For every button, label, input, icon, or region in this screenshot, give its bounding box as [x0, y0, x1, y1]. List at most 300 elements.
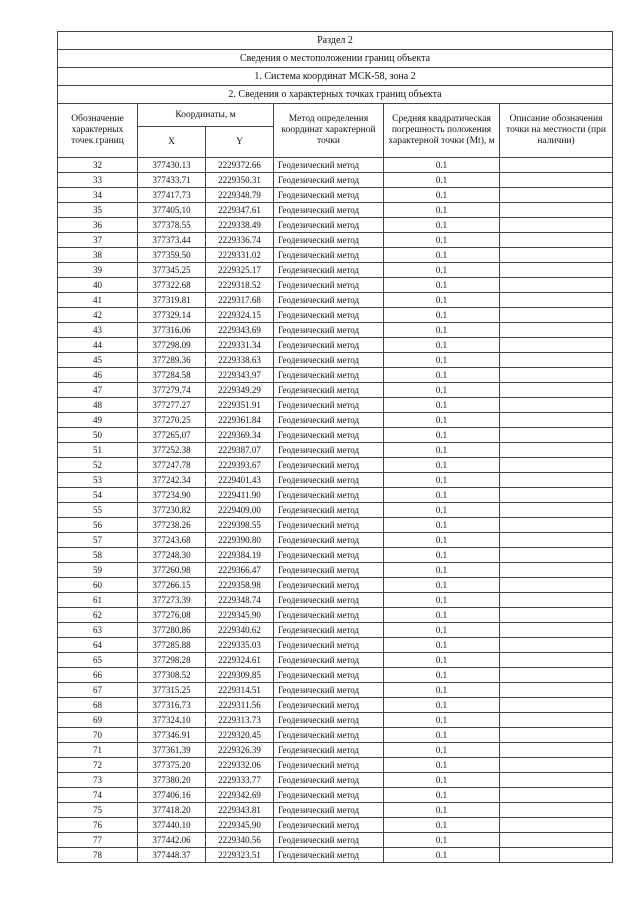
- point-id-cell: 70: [58, 728, 138, 743]
- accuracy-cell: 0.1: [384, 338, 500, 353]
- y-coordinate-cell: 2229331.02: [206, 248, 274, 263]
- y-coordinate-cell: 2229343.69: [206, 323, 274, 338]
- table-row: [58, 728, 613, 743]
- point-id-cell: 32: [58, 158, 138, 173]
- x-coordinate-cell: 377247.78: [138, 458, 206, 473]
- table-row: [58, 353, 613, 368]
- point-id-cell: 45: [58, 353, 138, 368]
- description-cell: [500, 833, 613, 848]
- accuracy-cell: 0.1: [384, 488, 500, 503]
- method-cell: Геодезический метод: [274, 578, 384, 593]
- table-row: [58, 278, 613, 293]
- method-cell: Геодезический метод: [274, 548, 384, 563]
- description-cell: [500, 398, 613, 413]
- y-coordinate-cell: 2229342.69: [206, 788, 274, 803]
- description-cell: [500, 488, 613, 503]
- table-row: [58, 788, 613, 803]
- table-row: [58, 593, 613, 608]
- table-row: [58, 368, 613, 383]
- x-coordinate-cell: 377242.34: [138, 473, 206, 488]
- y-coordinate-cell: 2229311.56: [206, 698, 274, 713]
- point-id-cell: 78: [58, 848, 138, 863]
- method-cell: Геодезический метод: [274, 833, 384, 848]
- accuracy-cell: 0.1: [384, 683, 500, 698]
- y-coordinate-cell: 2229350.31: [206, 173, 274, 188]
- description-cell: [500, 338, 613, 353]
- method-cell: Геодезический метод: [274, 293, 384, 308]
- x-coordinate-cell: 377260.98: [138, 563, 206, 578]
- x-coordinate-cell: 377298.28: [138, 653, 206, 668]
- y-coordinate-cell: 2229332.06: [206, 758, 274, 773]
- method-cell: Геодезический метод: [274, 353, 384, 368]
- description-cell: [500, 323, 613, 338]
- y-coordinate-cell: 2229393.67: [206, 458, 274, 473]
- table-row: [58, 773, 613, 788]
- accuracy-cell: 0.1: [384, 263, 500, 278]
- point-id-cell: 40: [58, 278, 138, 293]
- x-coordinate-cell: 377270.25: [138, 413, 206, 428]
- description-cell: [500, 653, 613, 668]
- accuracy-cell: 0.1: [384, 158, 500, 173]
- x-coordinate-cell: 377279.74: [138, 383, 206, 398]
- x-coordinate-cell: 377315.25: [138, 683, 206, 698]
- point-id-cell: 34: [58, 188, 138, 203]
- description-cell: [500, 368, 613, 383]
- x-coordinate-cell: 377346.91: [138, 728, 206, 743]
- y-coordinate-cell: 2229331.34: [206, 338, 274, 353]
- point-id-cell: 51: [58, 443, 138, 458]
- accuracy-cell: 0.1: [384, 278, 500, 293]
- x-coordinate-cell: 377316.06: [138, 323, 206, 338]
- accuracy-cell: 0.1: [384, 413, 500, 428]
- description-cell: [500, 158, 613, 173]
- table-row: [58, 473, 613, 488]
- y-coordinate-cell: 2229324.61: [206, 653, 274, 668]
- accuracy-cell: 0.1: [384, 548, 500, 563]
- accuracy-cell: 0.1: [384, 518, 500, 533]
- x-coordinate-cell: 377266.15: [138, 578, 206, 593]
- y-coordinate-cell: 2229340.62: [206, 623, 274, 638]
- description-cell: [500, 203, 613, 218]
- table-row: [58, 803, 613, 818]
- y-coordinate-cell: 2229387.07: [206, 443, 274, 458]
- y-coordinate-cell: 2229320.45: [206, 728, 274, 743]
- x-coordinate-cell: 377378.55: [138, 218, 206, 233]
- x-coordinate-cell: 377373.44: [138, 233, 206, 248]
- table-row: [58, 713, 613, 728]
- method-cell: Геодезический метод: [274, 323, 384, 338]
- point-id-cell: 48: [58, 398, 138, 413]
- y-coordinate-cell: 2229348.74: [206, 593, 274, 608]
- x-coordinate-cell: 377319.81: [138, 293, 206, 308]
- accuracy-cell: 0.1: [384, 563, 500, 578]
- y-coordinate-cell: 2229369.34: [206, 428, 274, 443]
- y-coordinate-cell: 2229348.79: [206, 188, 274, 203]
- description-cell: [500, 473, 613, 488]
- y-coordinate-cell: 2229390.80: [206, 533, 274, 548]
- method-cell: Геодезический метод: [274, 593, 384, 608]
- accuracy-cell: 0.1: [384, 458, 500, 473]
- y-coordinate-cell: 2229347.61: [206, 203, 274, 218]
- method-cell: Геодезический метод: [274, 203, 384, 218]
- method-cell: Геодезический метод: [274, 458, 384, 473]
- description-cell: [500, 293, 613, 308]
- accuracy-cell: 0.1: [384, 398, 500, 413]
- accuracy-cell: 0.1: [384, 578, 500, 593]
- point-id-cell: 43: [58, 323, 138, 338]
- y-coordinate-cell: 2229345.90: [206, 608, 274, 623]
- point-id-cell: 59: [58, 563, 138, 578]
- method-cell: Геодезический метод: [274, 188, 384, 203]
- point-id-cell: 39: [58, 263, 138, 278]
- x-coordinate-cell: 377430.13: [138, 158, 206, 173]
- method-cell: Геодезический метод: [274, 563, 384, 578]
- x-coordinate-cell: 377308.52: [138, 668, 206, 683]
- point-id-cell: 36: [58, 218, 138, 233]
- description-cell: [500, 593, 613, 608]
- y-coordinate-cell: 2229384.19: [206, 548, 274, 563]
- accuracy-cell: 0.1: [384, 353, 500, 368]
- method-cell: Геодезический метод: [274, 728, 384, 743]
- description-cell: [500, 428, 613, 443]
- method-cell: Геодезический метод: [274, 173, 384, 188]
- method-cell: Геодезический метод: [274, 758, 384, 773]
- description-cell: [500, 248, 613, 263]
- boundary-points-table: [57, 31, 613, 863]
- x-coordinate-cell: 377322.68: [138, 278, 206, 293]
- point-id-cell: 42: [58, 308, 138, 323]
- point-id-cell: 75: [58, 803, 138, 818]
- point-id-cell: 66: [58, 668, 138, 683]
- coordinate-system-title: 1. Система координат МСК-58, зона 2: [58, 68, 613, 86]
- point-id-cell: 74: [58, 788, 138, 803]
- table-row: [58, 653, 613, 668]
- x-coordinate-cell: 377405.10: [138, 203, 206, 218]
- header-method: Метод определения координат характерной точки: [274, 104, 384, 158]
- x-coordinate-cell: 377440.10: [138, 818, 206, 833]
- description-cell: [500, 413, 613, 428]
- y-coordinate-cell: 2229345.90: [206, 818, 274, 833]
- x-coordinate-cell: 377298.09: [138, 338, 206, 353]
- accuracy-cell: 0.1: [384, 503, 500, 518]
- point-id-cell: 54: [58, 488, 138, 503]
- description-cell: [500, 698, 613, 713]
- description-cell: [500, 458, 613, 473]
- accuracy-cell: 0.1: [384, 848, 500, 863]
- table-row: [58, 518, 613, 533]
- y-coordinate-cell: 2229323.51: [206, 848, 274, 863]
- x-coordinate-cell: 377277.27: [138, 398, 206, 413]
- accuracy-cell: 0.1: [384, 533, 500, 548]
- y-coordinate-cell: 2229351.91: [206, 398, 274, 413]
- description-cell: [500, 623, 613, 638]
- method-cell: Геодезический метод: [274, 503, 384, 518]
- description-cell: [500, 188, 613, 203]
- y-coordinate-cell: 2229358.98: [206, 578, 274, 593]
- y-coordinate-cell: 2229361.84: [206, 413, 274, 428]
- point-id-cell: 44: [58, 338, 138, 353]
- accuracy-cell: 0.1: [384, 383, 500, 398]
- x-coordinate-cell: 377329.14: [138, 308, 206, 323]
- point-id-cell: 50: [58, 428, 138, 443]
- point-id-cell: 67: [58, 683, 138, 698]
- y-coordinate-cell: 2229343.97: [206, 368, 274, 383]
- accuracy-cell: 0.1: [384, 818, 500, 833]
- table-row: [58, 548, 613, 563]
- table-row: [58, 758, 613, 773]
- x-coordinate-cell: 377433.71: [138, 173, 206, 188]
- method-cell: Геодезический метод: [274, 848, 384, 863]
- method-cell: Геодезический метод: [274, 788, 384, 803]
- method-cell: Геодезический метод: [274, 773, 384, 788]
- header-accuracy: Средняя квадратическая погрешность положения характерной точки (Mt), м: [384, 104, 500, 158]
- accuracy-cell: 0.1: [384, 233, 500, 248]
- subsection-title: Сведения о местоположении границ объекта: [58, 50, 613, 68]
- table-row: [58, 323, 613, 338]
- table-row: [58, 338, 613, 353]
- description-cell: [500, 668, 613, 683]
- accuracy-cell: 0.1: [384, 833, 500, 848]
- table-row: [58, 743, 613, 758]
- table-row: [58, 638, 613, 653]
- point-id-cell: 35: [58, 203, 138, 218]
- method-cell: Геодезический метод: [274, 653, 384, 668]
- x-coordinate-cell: 377276.08: [138, 608, 206, 623]
- method-cell: Геодезический метод: [274, 818, 384, 833]
- method-cell: Геодезический метод: [274, 383, 384, 398]
- x-coordinate-cell: 377284.58: [138, 368, 206, 383]
- x-coordinate-cell: 377285.88: [138, 638, 206, 653]
- method-cell: Геодезический метод: [274, 608, 384, 623]
- y-coordinate-cell: 2229401.43: [206, 473, 274, 488]
- method-cell: Геодезический метод: [274, 623, 384, 638]
- table-row: [58, 233, 613, 248]
- accuracy-cell: 0.1: [384, 773, 500, 788]
- table-row: [58, 623, 613, 638]
- table-row: [58, 413, 613, 428]
- method-cell: Геодезический метод: [274, 473, 384, 488]
- x-coordinate-cell: 377230.82: [138, 503, 206, 518]
- method-cell: Геодезический метод: [274, 338, 384, 353]
- table-row: [58, 173, 613, 188]
- method-cell: Геодезический метод: [274, 698, 384, 713]
- table-row: [58, 488, 613, 503]
- point-id-cell: 47: [58, 383, 138, 398]
- x-coordinate-cell: 377316.73: [138, 698, 206, 713]
- points-section-title: 2. Сведения о характерных точках границ объекта: [58, 86, 613, 104]
- description-cell: [500, 443, 613, 458]
- description-cell: [500, 818, 613, 833]
- method-cell: Геодезический метод: [274, 248, 384, 263]
- accuracy-cell: 0.1: [384, 803, 500, 818]
- y-coordinate-cell: 2229317.68: [206, 293, 274, 308]
- accuracy-cell: 0.1: [384, 593, 500, 608]
- method-cell: Геодезический метод: [274, 278, 384, 293]
- header-coordinates: Координаты, м: [138, 104, 274, 127]
- y-coordinate-cell: 2229398.55: [206, 518, 274, 533]
- point-id-cell: 49: [58, 413, 138, 428]
- point-id-cell: 63: [58, 623, 138, 638]
- table-row: [58, 503, 613, 518]
- x-coordinate-cell: 377234.90: [138, 488, 206, 503]
- method-cell: Геодезический метод: [274, 233, 384, 248]
- table-row: [58, 563, 613, 578]
- accuracy-cell: 0.1: [384, 443, 500, 458]
- method-cell: Геодезический метод: [274, 803, 384, 818]
- method-cell: Геодезический метод: [274, 443, 384, 458]
- method-cell: Геодезический метод: [274, 638, 384, 653]
- table-row: [58, 248, 613, 263]
- description-cell: [500, 848, 613, 863]
- method-cell: Геодезический метод: [274, 413, 384, 428]
- x-coordinate-cell: 377252.38: [138, 443, 206, 458]
- accuracy-cell: 0.1: [384, 638, 500, 653]
- point-id-cell: 61: [58, 593, 138, 608]
- table-row: [58, 578, 613, 593]
- table-row: [58, 668, 613, 683]
- table-row: [58, 608, 613, 623]
- accuracy-cell: 0.1: [384, 428, 500, 443]
- method-cell: Геодезический метод: [274, 713, 384, 728]
- method-cell: Геодезический метод: [274, 518, 384, 533]
- point-id-cell: 38: [58, 248, 138, 263]
- y-coordinate-cell: 2229324.15: [206, 308, 274, 323]
- point-id-cell: 60: [58, 578, 138, 593]
- method-cell: Геодезический метод: [274, 743, 384, 758]
- method-cell: Геодезический метод: [274, 428, 384, 443]
- description-cell: [500, 758, 613, 773]
- x-coordinate-cell: 377418.20: [138, 803, 206, 818]
- y-coordinate-cell: 2229325.17: [206, 263, 274, 278]
- description-cell: [500, 788, 613, 803]
- description-cell: [500, 308, 613, 323]
- accuracy-cell: 0.1: [384, 203, 500, 218]
- accuracy-cell: 0.1: [384, 173, 500, 188]
- x-coordinate-cell: 377248.30: [138, 548, 206, 563]
- description-cell: [500, 533, 613, 548]
- accuracy-cell: 0.1: [384, 473, 500, 488]
- y-coordinate-cell: 2229313.73: [206, 713, 274, 728]
- point-id-cell: 76: [58, 818, 138, 833]
- x-coordinate-cell: 377417.73: [138, 188, 206, 203]
- description-cell: [500, 743, 613, 758]
- point-id-cell: 56: [58, 518, 138, 533]
- accuracy-cell: 0.1: [384, 293, 500, 308]
- accuracy-cell: 0.1: [384, 218, 500, 233]
- accuracy-cell: 0.1: [384, 758, 500, 773]
- accuracy-cell: 0.1: [384, 608, 500, 623]
- y-coordinate-cell: 2229338.49: [206, 218, 274, 233]
- point-id-cell: 46: [58, 368, 138, 383]
- method-cell: Геодезический метод: [274, 668, 384, 683]
- table-row: [58, 398, 613, 413]
- x-coordinate-cell: 377380.20: [138, 773, 206, 788]
- x-coordinate-cell: 377359.50: [138, 248, 206, 263]
- point-id-cell: 73: [58, 773, 138, 788]
- table-row: [58, 203, 613, 218]
- header-y: Y: [206, 127, 274, 158]
- description-cell: [500, 353, 613, 368]
- method-cell: Геодезический метод: [274, 533, 384, 548]
- method-cell: Геодезический метод: [274, 218, 384, 233]
- accuracy-cell: 0.1: [384, 713, 500, 728]
- method-cell: Геодезический метод: [274, 308, 384, 323]
- description-cell: [500, 638, 613, 653]
- table-row: [58, 698, 613, 713]
- table-row: [58, 848, 613, 863]
- x-coordinate-cell: 377280.86: [138, 623, 206, 638]
- point-id-cell: 71: [58, 743, 138, 758]
- y-coordinate-cell: 2229411.90: [206, 488, 274, 503]
- method-cell: Геодезический метод: [274, 158, 384, 173]
- description-cell: [500, 278, 613, 293]
- y-coordinate-cell: 2229326.39: [206, 743, 274, 758]
- table-row: [58, 308, 613, 323]
- y-coordinate-cell: 2229366.47: [206, 563, 274, 578]
- y-coordinate-cell: 2229372.66: [206, 158, 274, 173]
- description-cell: [500, 728, 613, 743]
- description-cell: [500, 713, 613, 728]
- description-cell: [500, 563, 613, 578]
- description-cell: [500, 263, 613, 278]
- header-description: Описание обозначения точки на местности (при наличии): [500, 104, 613, 158]
- description-cell: [500, 608, 613, 623]
- table-row: [58, 188, 613, 203]
- point-id-cell: 64: [58, 638, 138, 653]
- table-row: [58, 293, 613, 308]
- point-id-cell: 58: [58, 548, 138, 563]
- table-row: [58, 533, 613, 548]
- header-x: X: [138, 127, 206, 158]
- point-id-cell: 69: [58, 713, 138, 728]
- accuracy-cell: 0.1: [384, 368, 500, 383]
- table-row: [58, 383, 613, 398]
- y-coordinate-cell: 2229409.00: [206, 503, 274, 518]
- x-coordinate-cell: 377345.25: [138, 263, 206, 278]
- method-cell: Геодезический метод: [274, 263, 384, 278]
- accuracy-cell: 0.1: [384, 743, 500, 758]
- point-id-cell: 53: [58, 473, 138, 488]
- y-coordinate-cell: 2229309.85: [206, 668, 274, 683]
- x-coordinate-cell: 377324.10: [138, 713, 206, 728]
- description-cell: [500, 683, 613, 698]
- point-id-cell: 57: [58, 533, 138, 548]
- point-id-cell: 52: [58, 458, 138, 473]
- accuracy-cell: 0.1: [384, 188, 500, 203]
- accuracy-cell: 0.1: [384, 788, 500, 803]
- point-id-cell: 68: [58, 698, 138, 713]
- y-coordinate-cell: 2229336.74: [206, 233, 274, 248]
- point-id-cell: 77: [58, 833, 138, 848]
- point-id-cell: 72: [58, 758, 138, 773]
- x-coordinate-cell: 377406.16: [138, 788, 206, 803]
- accuracy-cell: 0.1: [384, 323, 500, 338]
- x-coordinate-cell: 377442.06: [138, 833, 206, 848]
- x-coordinate-cell: 377238.26: [138, 518, 206, 533]
- accuracy-cell: 0.1: [384, 623, 500, 638]
- y-coordinate-cell: 2229340.56: [206, 833, 274, 848]
- table-row: [58, 683, 613, 698]
- table-row: [58, 158, 613, 173]
- x-coordinate-cell: 377243.68: [138, 533, 206, 548]
- y-coordinate-cell: 2229338.63: [206, 353, 274, 368]
- description-cell: [500, 518, 613, 533]
- description-cell: [500, 803, 613, 818]
- x-coordinate-cell: 377361.39: [138, 743, 206, 758]
- y-coordinate-cell: 2229333.77: [206, 773, 274, 788]
- description-cell: [500, 773, 613, 788]
- method-cell: Геодезический метод: [274, 368, 384, 383]
